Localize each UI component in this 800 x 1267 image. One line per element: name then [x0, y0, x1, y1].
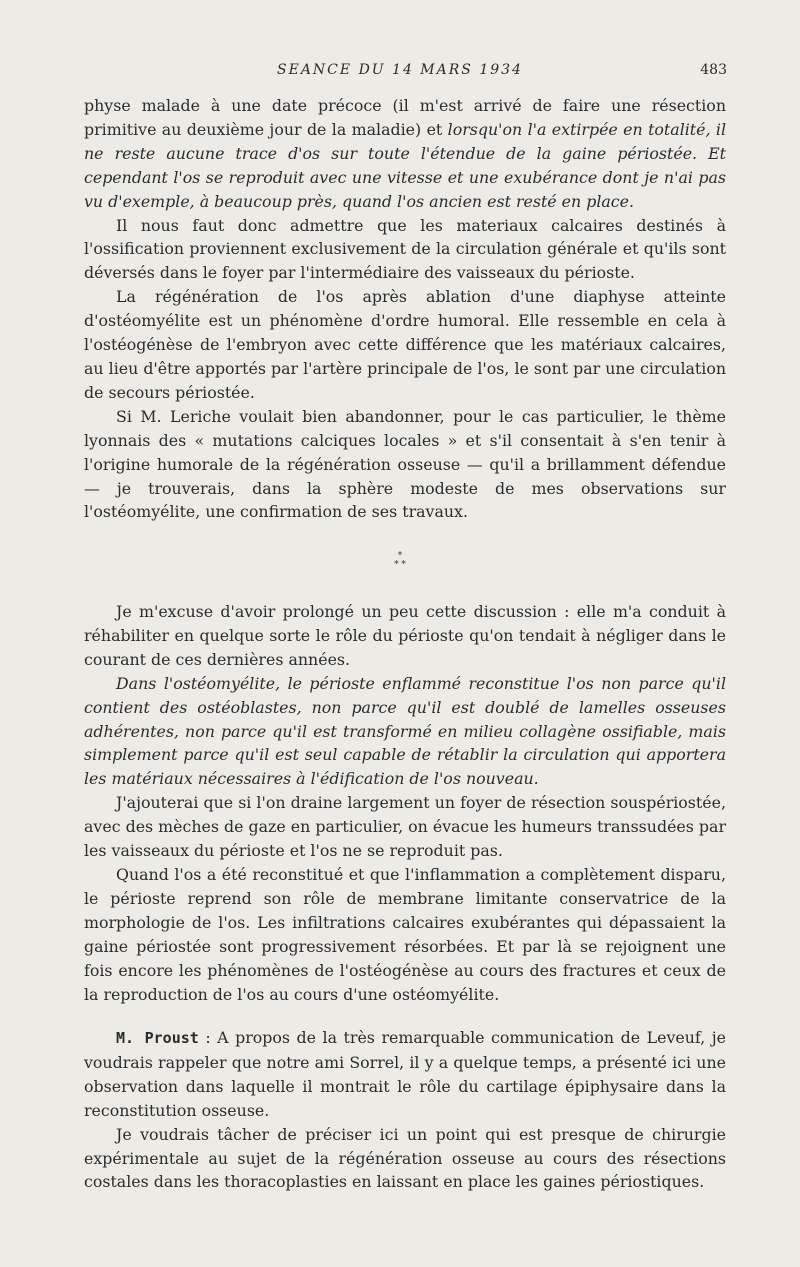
paragraph-6: Dans l'ostéomyélite, le périoste enflammé reconstitue l'os non parce qu'il contient des ostéoblastes, non parce qu'il est doublé de lamelles osseuses adhérentes, non parce qu'il est transformé en milieu collagène ossifiable, mais simplement parce qu'il est seul capable de rétablir la circulation qui apportera les matériaux nécessaires à l'édification de l'os nouveau. — [84, 673, 726, 789]
paragraph-7: J'ajouterai que si l'on draine largement un foyer de résection souspériostée, avec des mèches de gaze en particulier, on évacue les humeurs transsudées par les vaisseaux du périoste et l'os ne se reproduit pas. — [84, 793, 726, 861]
paragraph-3: La régénération de l'os après ablation d'une diaphyse atteinte d'ostéomyélite est un phénomène d'ordre humoral. Elle ressemble en cela à l'ostéogénèse de l'embryon avec cette différence que les matériaux calcaires, au lieu d'être apportés par l'artère principale de l'os, le sont par une circulation de secours périostée. — [84, 287, 726, 402]
speaker-name: M. Proust — [116, 1029, 199, 1047]
body-section-1 — [84, 94, 726, 524]
paragraph-8: Quand l'os a été reconstitué et que l'inflammation a complètement disparu, le périoste reprend son rôle de membrane limitante conservatrice de la morphologie de l'os. Les infiltrations calcaires exubérantes qui dépassaient la gaine périostée sont progressivement résorbées. Et par là se rejoignent une fois encore les phénomènes de l'ostéogénèse au cours des fractures et ceux de la reproduction de l'os au cours d'une ostéomyélite. — [84, 864, 726, 1004]
page-number: 483 — [700, 62, 727, 78]
section-separator — [0, 552, 800, 570]
paragraph-1-roman: physe malade à une date précoce (il m'est arrivé de faire une résection primitive au deuxième jour de la maladie) et — [84, 96, 726, 139]
separator-top-star: * — [397, 551, 403, 561]
paragraph-1-italic: lorsqu'on l'a extirpée en totalité, il ne reste aucune trace d'os sur toute l'étendue de la gaine périostée. Et cependant l'os se reproduit avec une vitesse et une exubérance dont je n'ai pas vu d'exemple, à beaucoup près, quand l'os ancien est resté en place. — [84, 119, 727, 211]
paragraph-9-text: : A propos de la très remarquable communication de Leveuf, je voudrais rappeler que notre ami Sorrel, il y a quelque temps, a présenté ici une observation dans laquelle il montrait le rôle du cartilage épiphysaire dans la reconstitution osseuse. — [84, 1028, 726, 1120]
page-header — [0, 62, 800, 84]
paragraph-9 — [84, 1026, 726, 1123]
body-section-3 — [84, 1026, 726, 1194]
paragraph-1 — [84, 94, 726, 214]
paragraph-10: Je voudrais tâcher de préciser ici un point qui est presque de chirurgie expérimentale au sujet de la régénération osseuse au cours des résections costales dans les thoracoplasties en laissant en place les gaines périostiques. — [84, 1124, 726, 1192]
paragraph-5: Je m'excuse d'avoir prolongé un peu cette discussion : elle m'a conduit à réhabiliter en quelque sorte le rôle du périoste qu'on tendait à négliger dans le courant de ces dernières années. — [84, 602, 726, 669]
separator-bottom-stars: * * — [394, 560, 406, 570]
paragraph-4: Si M. Leriche voulait bien abandonner, pour le cas particulier, le thème lyonnais des « mutations calciques locales » et s'il consentait à s'en tenir à l'origine humorale de la régénération osseuse — qu'il a brillamment défendue — je trouverais, dans la sphère modeste de mes observations sur l'ostéomyélite, une confirmation de ses travaux. — [84, 406, 726, 522]
running-title: SEANCE DU 14 MARS 1934 — [277, 62, 523, 78]
body-section-2 — [84, 600, 726, 1006]
paragraph-2: Il nous faut donc admettre que les materiaux calcaires destinés à l'ossification proviennent exclusivement de la circulation générale et qu'ils sont déversés dans le foyer par l'intermédiaire des vaisseaux du périoste. — [84, 215, 726, 283]
